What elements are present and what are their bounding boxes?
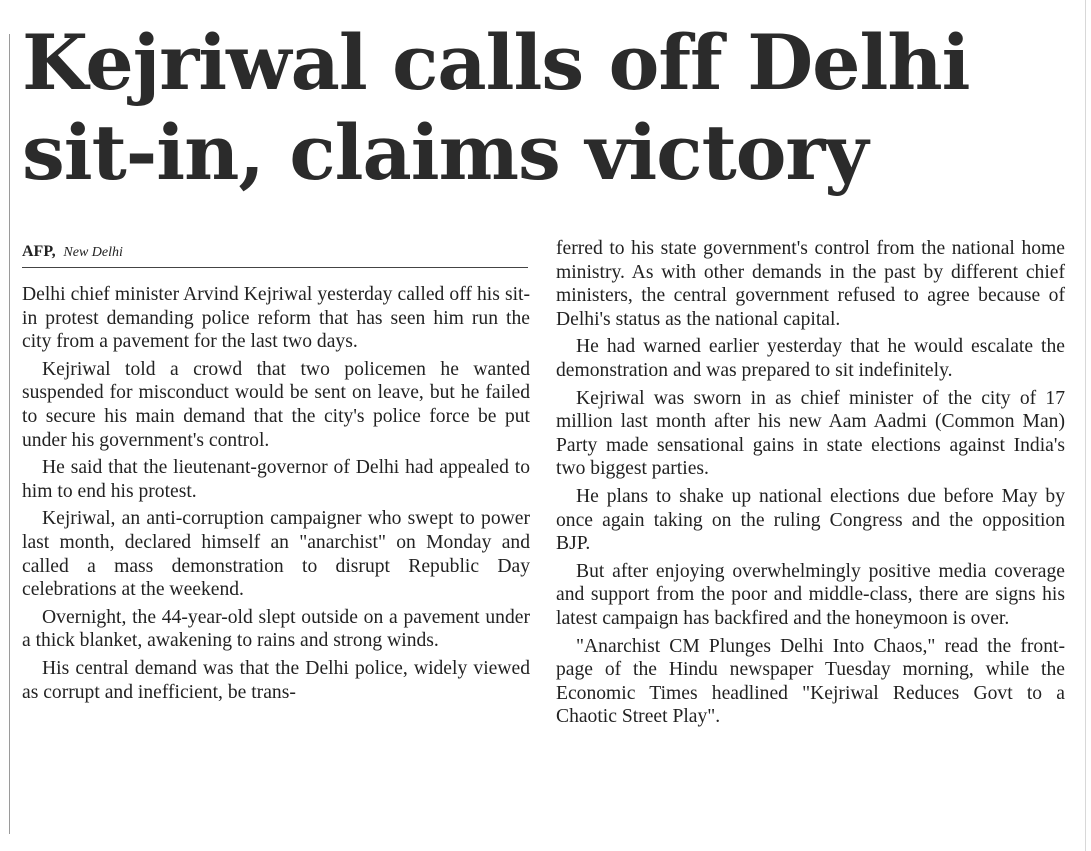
paragraph: Overnight, the 44-year-old slept outside on a pavement under a thick blanket, awakening to rains and strong winds. [22,606,530,652]
column-rule-right [1085,0,1086,851]
byline-agency: AFP, [22,243,56,260]
paragraph: Kejriwal told a crowd that two policemen he wanted suspended for misconduct would be sent on leave, but he failed to secure his main demand that the city's police force be put under his government's control. [22,358,530,451]
headline: Kejriwal calls off Delhi sit-in, claims victory [22,18,970,197]
body-column-2 [556,237,1065,733]
paragraph: Kejriwal was sworn in as chief minister of the city of 17 million last month after his new Aam Aadmi (Common Man) Party made sensational gains in state elections against India's two biggest parties. [556,387,1065,480]
paragraph: He had warned earlier yesterday that he would escalate the demonstration and was prepared to sit indefinitely. [556,336,1065,381]
body-column-1 [22,283,530,708]
byline [22,242,528,268]
column-rule-left [9,34,10,834]
paragraph: Delhi chief minister Arvind Kejriwal yesterday called off his sit-in protest demanding police reform that has seen him run the city from a pavement for the last two days. [22,284,530,353]
paragraph: He plans to shake up national elections due before May by once again taking on the ruling Congress and the opposition BJP. [556,485,1065,555]
paragraph: But after enjoying overwhelmingly positive media coverage and support from the poor and middle-class, there are signs his latest campaign has backfired and the honeymoon is over. [556,560,1065,629]
byline-place: New Delhi [63,245,123,260]
paragraph: "Anarchist CM Plunges Delhi Into Chaos," read the front-page of the Hindu newspaper Tuesday morning, while the Economic Times headlined "Kejriwal Reduces Govt to a Chaotic Street Play". [556,635,1065,728]
paragraph: Kejriwal, an anti-corruption campaigner who swept to power last month, declared himself an "anarchist" on Monday and called a mass demonstration to disrupt Republic Day celebrations at the weekend. [22,508,530,601]
paragraph: ferred to his state government's control from the national home ministry. As with other demands in the past by different chief ministers, the central government refused to agree because of Delhi's status as the national capital. [556,238,1065,330]
paragraph: His central demand was that the Delhi police, widely viewed as corrupt and inefficient, be trans- [22,657,530,703]
paragraph: He said that the lieutenant-governor of Delhi had appealed to him to end his protest. [22,457,530,502]
